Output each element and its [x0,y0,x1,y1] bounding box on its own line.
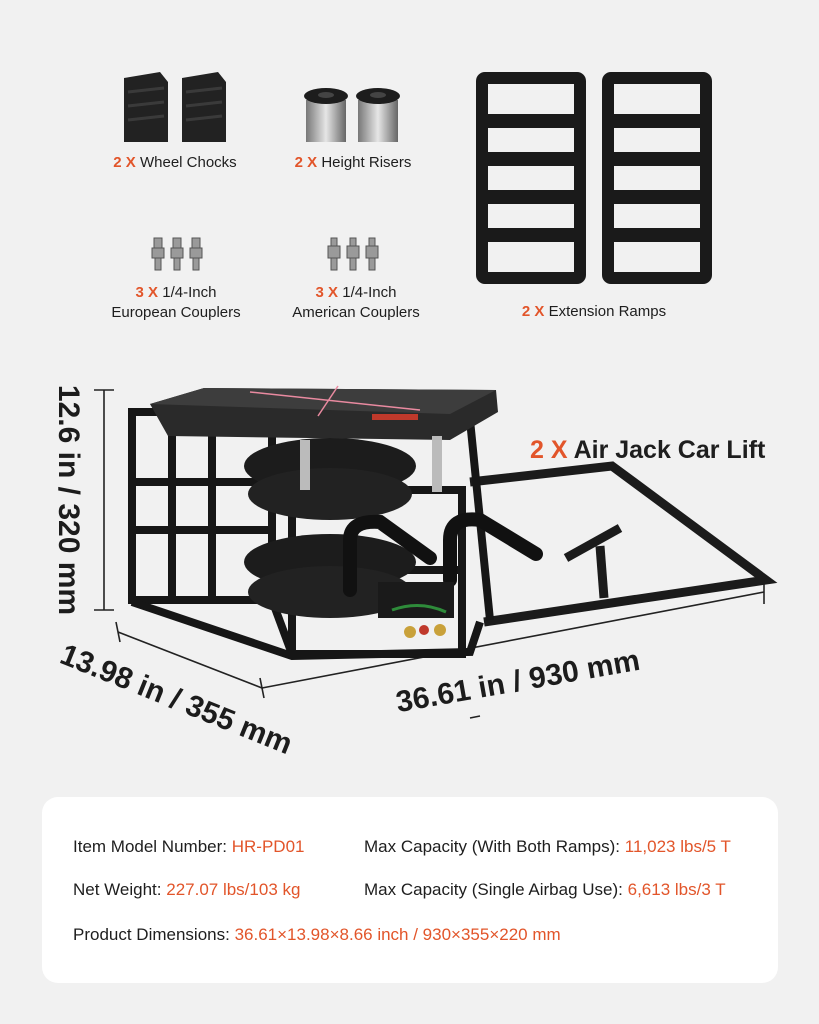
product-title: 2 X Air Jack Car Lift [530,436,766,464]
wheel-chocks-label: 2 X Wheel Chocks [113,154,237,171]
spec-capacity-both: Max Capacity (With Both Ramps): 11,023 lbs/5 T [364,837,731,856]
wheel-chocks-image [118,68,238,148]
european-couplers-image [148,236,208,272]
width-dimension: 13.98 in / 355 mm [55,638,297,762]
height-risers-image [298,86,418,146]
american-couplers-label: 3 X 1/4-Inch American Couplers [292,284,420,321]
extension-ramps-label: 2 X Extension Ramps [521,303,667,320]
height-risers-label: 2 X Height Risers [294,154,412,171]
length-dimension: 36.61 in / 930 mm [393,643,643,720]
spec-dimensions: Product Dimensions: 36.61×13.98×8.66 inch / 930×355×220 mm [73,925,561,944]
spec-model: Item Model Number: HR-PD01 [73,837,305,856]
american-couplers-image [324,236,384,272]
extension-ramps-image [472,70,722,285]
spec-net-weight: Net Weight: 227.07 lbs/103 kg [73,880,301,899]
spec-capacity-single: Max Capacity (Single Airbag Use): 6,613 lbs/3 T [364,880,726,899]
height-dimension: 12.6 in / 320 mm [52,384,85,616]
european-couplers-label: 3 X 1/4-Inch European Couplers [111,284,241,321]
spec-card [42,797,778,983]
